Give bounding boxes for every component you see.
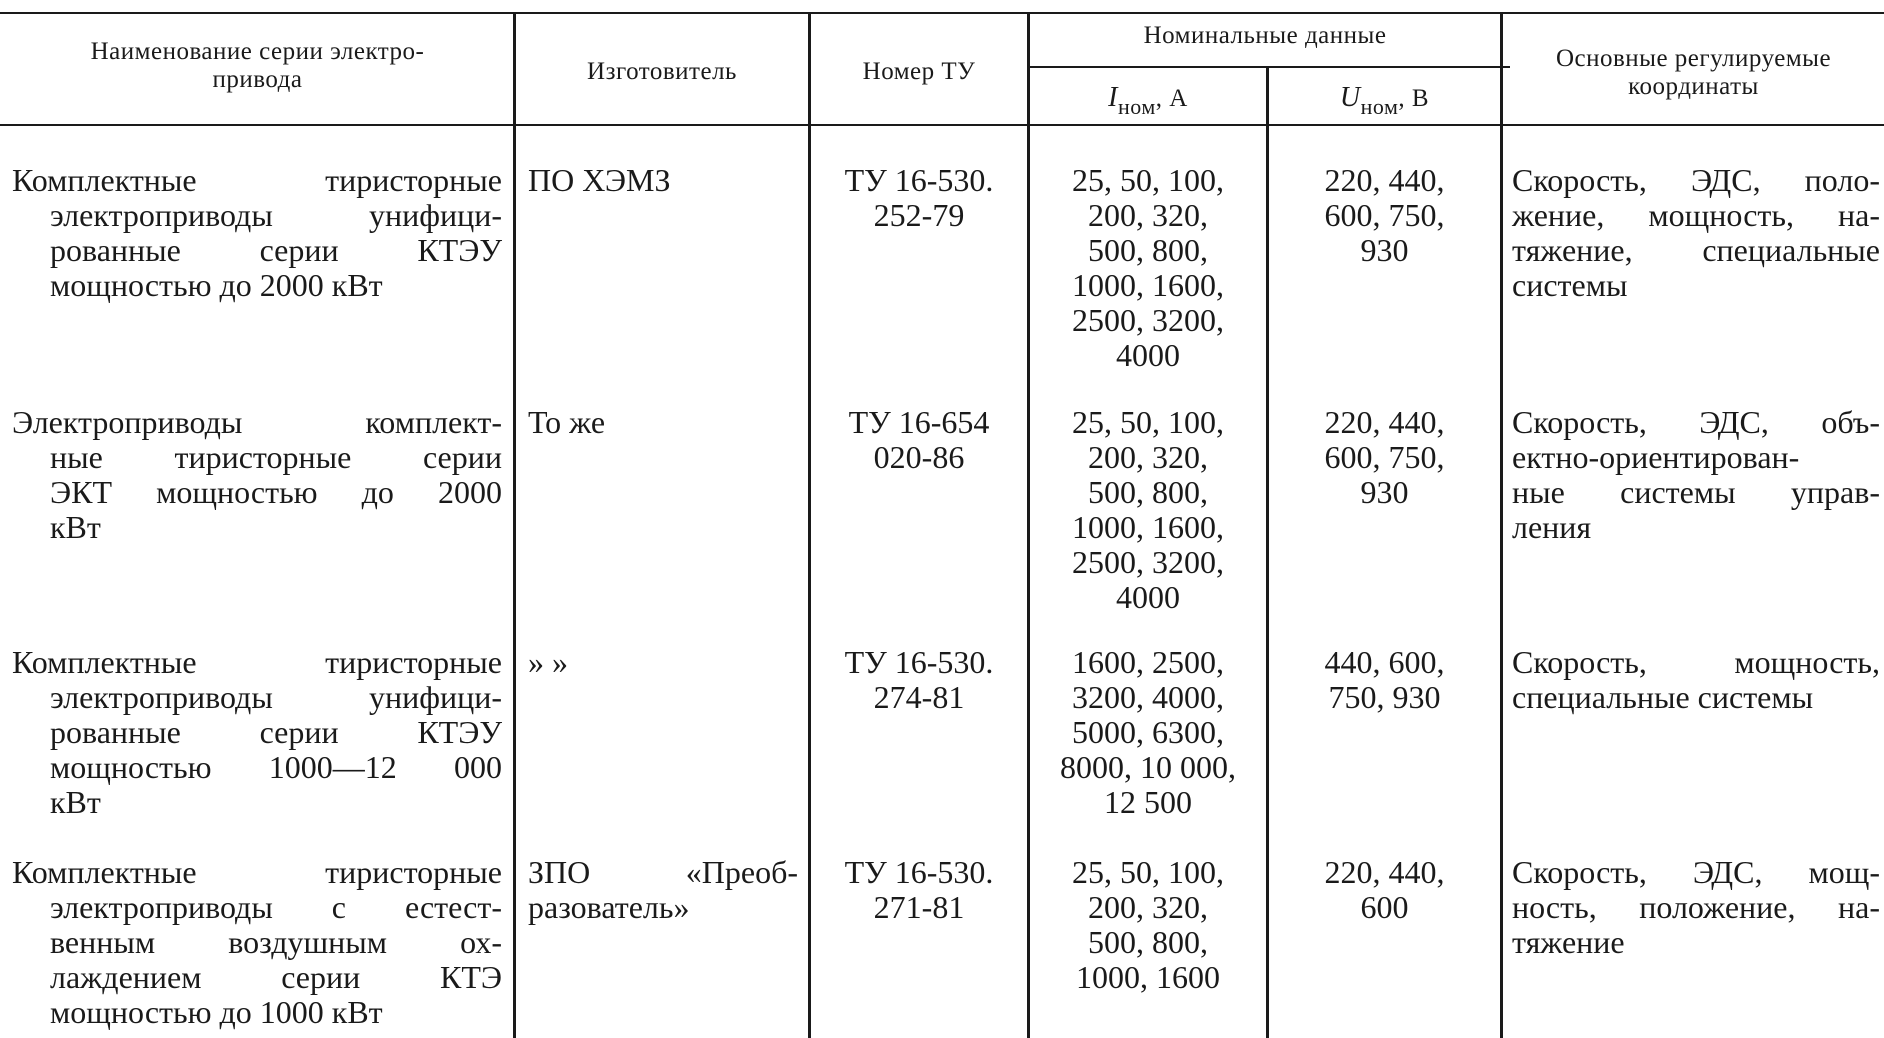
cell-line: Комплектные тиристорные bbox=[12, 644, 502, 680]
cell-line: электроприводы с естест- bbox=[50, 889, 502, 925]
cell-name bbox=[12, 405, 502, 545]
cell-line: 4000 bbox=[1116, 579, 1180, 615]
cell-line: 500, 800, bbox=[1088, 232, 1208, 268]
cell-line: » » bbox=[528, 644, 568, 680]
cell-line: То же bbox=[528, 404, 606, 440]
cell-line: 5000, 6300, bbox=[1072, 714, 1224, 750]
cell-line: кВт bbox=[50, 509, 101, 545]
cell-line: 2500, 3200, bbox=[1072, 544, 1224, 580]
cell-line: мощностью до 1000 кВт bbox=[50, 994, 383, 1030]
cell-current bbox=[1030, 645, 1266, 820]
cell-line: Комплектные тиристорные bbox=[12, 854, 502, 890]
header-line: координаты bbox=[1628, 73, 1759, 100]
cell-line: ЭКТ мощностью до 2000 bbox=[50, 474, 502, 510]
cell-line: венным воздушным ох- bbox=[50, 924, 502, 960]
cell-maker bbox=[528, 855, 798, 925]
cell-line: мощностью 1000—12 000 bbox=[50, 749, 502, 785]
cell-line: рованные серии КТЭУ bbox=[50, 232, 502, 268]
cell-line: Комплектные тиристорные bbox=[12, 162, 502, 198]
voltage-unit: , В bbox=[1398, 85, 1430, 112]
cell-line: 25, 50, 100, bbox=[1072, 854, 1224, 890]
cell-line: 4000 bbox=[1116, 337, 1180, 373]
current-unit: , А bbox=[1155, 85, 1188, 112]
cell-spec bbox=[811, 855, 1027, 925]
header-current bbox=[1030, 82, 1266, 119]
cell-line: 600, 750, bbox=[1324, 439, 1445, 475]
cell-line: разователь» bbox=[528, 889, 690, 925]
cell-line: жение, мощность, на- bbox=[1512, 197, 1880, 233]
cell-line: ТУ 16-530. bbox=[844, 854, 994, 890]
cell-line: системы bbox=[1512, 267, 1628, 303]
cell-line: электроприводы унифици- bbox=[50, 197, 502, 233]
cell-line: ектно-ориентирован- bbox=[1512, 439, 1800, 475]
current-subscript: ном bbox=[1117, 94, 1156, 119]
cell-line: ЗПО «Преоб- bbox=[528, 854, 798, 890]
cell-spec bbox=[811, 645, 1027, 715]
cell-line: ления bbox=[1512, 509, 1592, 545]
cell-line: 1000, 1600 bbox=[1076, 959, 1220, 995]
cell-line: 440, 600, bbox=[1324, 644, 1445, 680]
cell-name bbox=[12, 855, 502, 1030]
cell-line: Электроприводы комплект- bbox=[12, 404, 502, 440]
header-line: Наименование серии электро- bbox=[90, 38, 425, 65]
cell-line: 930 bbox=[1360, 232, 1409, 268]
cell-spec bbox=[811, 163, 1027, 233]
header-line: привода bbox=[212, 66, 303, 93]
cell-line: специальные системы bbox=[1512, 679, 1814, 715]
cell-line: 1000, 1600, bbox=[1072, 509, 1224, 545]
voltage-symbol: U bbox=[1339, 82, 1361, 113]
cell-line: 8000, 10 000, bbox=[1060, 749, 1236, 785]
cell-current bbox=[1030, 855, 1266, 995]
cell-line: ность, положение, на- bbox=[1512, 889, 1880, 925]
cell-coords bbox=[1512, 645, 1880, 715]
cell-line: 500, 800, bbox=[1088, 474, 1208, 510]
cell-line: 200, 320, bbox=[1088, 197, 1208, 233]
cell-line: 200, 320, bbox=[1088, 439, 1208, 475]
cell-line: мощностью до 2000 кВт bbox=[50, 267, 383, 303]
cell-line: кВт bbox=[50, 784, 101, 820]
cell-line: лаждением серии КТЭ bbox=[50, 959, 502, 995]
cell-line: ТУ 16-530. bbox=[844, 644, 994, 680]
cell-line: электроприводы унифици- bbox=[50, 679, 502, 715]
cell-line: ПО ХЭМЗ bbox=[528, 162, 671, 198]
cell-line: 25, 50, 100, bbox=[1072, 162, 1224, 198]
cell-line: ные системы управ- bbox=[1512, 474, 1880, 510]
cell-line: 12 500 bbox=[1104, 784, 1192, 820]
cell-spec bbox=[811, 405, 1027, 475]
cell-line: 220, 440, bbox=[1324, 404, 1445, 440]
cell-name bbox=[12, 163, 502, 303]
cell-line: 3200, 4000, bbox=[1072, 679, 1224, 715]
cell-line: ные тиристорные серии bbox=[50, 439, 502, 475]
cell-line: тяжение, специальные bbox=[1512, 232, 1880, 268]
cell-coords bbox=[1512, 405, 1880, 545]
cell-line: 2500, 3200, bbox=[1072, 302, 1224, 338]
header-name bbox=[10, 38, 505, 94]
cell-line: 750, 930 bbox=[1328, 679, 1441, 715]
header-maker: Изготовитель bbox=[587, 58, 737, 85]
cell-line: Скорость, ЭДС, объ- bbox=[1512, 404, 1880, 440]
cell-line: Скорость, ЭДС, мощ- bbox=[1512, 854, 1880, 890]
header-bottom-rule bbox=[0, 124, 1884, 126]
top-rule bbox=[0, 12, 1884, 14]
cell-maker bbox=[528, 405, 798, 440]
cell-line: 600, 750, bbox=[1324, 197, 1445, 233]
cell-line: тяжение bbox=[1512, 924, 1625, 960]
cell-line: 274-81 bbox=[873, 679, 965, 715]
cell-current bbox=[1030, 163, 1266, 373]
cell-line: рованные серии КТЭУ bbox=[50, 714, 502, 750]
header-voltage bbox=[1269, 82, 1500, 119]
cell-coords bbox=[1512, 163, 1880, 303]
header-spec: Номер ТУ bbox=[862, 58, 976, 85]
cell-voltage bbox=[1269, 855, 1500, 925]
cell-line: 220, 440, bbox=[1324, 854, 1445, 890]
cell-voltage bbox=[1269, 163, 1500, 268]
current-symbol: I bbox=[1108, 82, 1118, 113]
col-divider-1 bbox=[513, 14, 516, 1038]
cell-line: 220, 440, bbox=[1324, 162, 1445, 198]
cell-voltage bbox=[1269, 645, 1500, 715]
cell-line: 500, 800, bbox=[1088, 924, 1208, 960]
header-line: Основные регулируемые bbox=[1555, 45, 1832, 72]
cell-line: 600 bbox=[1360, 889, 1409, 925]
cell-coords bbox=[1512, 855, 1880, 960]
cell-line: 1600, 2500, bbox=[1072, 644, 1224, 680]
header-nominal: Номинальные данные bbox=[1143, 22, 1387, 49]
cell-line: Скорость, мощность, bbox=[1512, 644, 1880, 680]
header-coords bbox=[1503, 45, 1884, 101]
cell-line: 252-79 bbox=[873, 197, 965, 233]
cell-line: 25, 50, 100, bbox=[1072, 404, 1224, 440]
cell-maker bbox=[528, 645, 798, 680]
cell-line: 1000, 1600, bbox=[1072, 267, 1224, 303]
cell-line: ТУ 16-654 bbox=[848, 404, 990, 440]
cell-line: 020-86 bbox=[873, 439, 965, 475]
cell-name bbox=[12, 645, 502, 820]
cell-line: 271-81 bbox=[873, 889, 965, 925]
cell-line: ТУ 16-530. bbox=[844, 162, 994, 198]
cell-voltage bbox=[1269, 405, 1500, 510]
cell-maker bbox=[528, 163, 798, 198]
voltage-subscript: ном bbox=[1360, 94, 1399, 119]
col-divider-5 bbox=[1500, 14, 1503, 1038]
cell-line: 930 bbox=[1360, 474, 1409, 510]
cell-line: Скорость, ЭДС, поло- bbox=[1512, 162, 1880, 198]
cell-current bbox=[1030, 405, 1266, 615]
cell-line: 200, 320, bbox=[1088, 889, 1208, 925]
nominal-group-rule bbox=[1030, 66, 1510, 68]
